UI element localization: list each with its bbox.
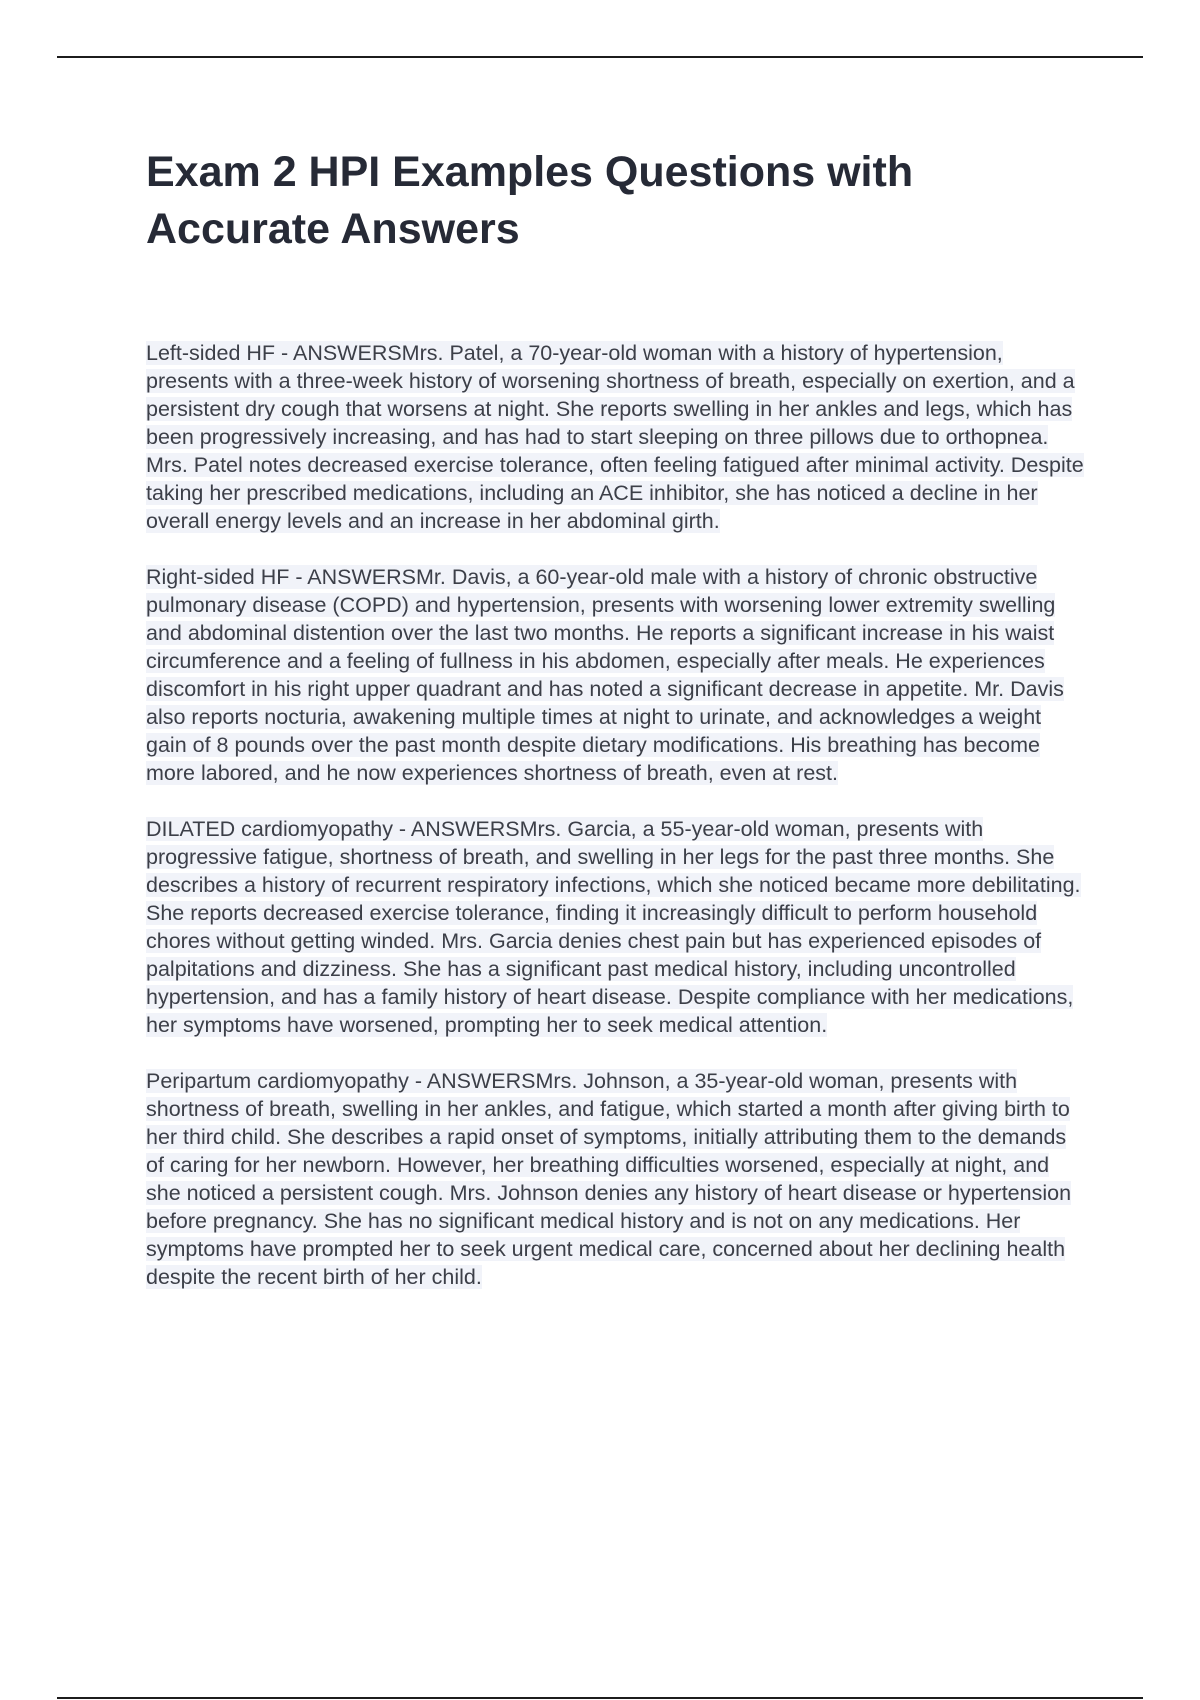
entry-peripartum-cardiomyopathy <box>146 1067 1086 1291</box>
entry-text: Left-sided HF - ANSWERSMrs. Patel, a 70-year-old woman with a history of hypertension, presents with a three-week history of worsening shortness of breath, especially on exertion, and a persistent dry cough that worsens at night. She reports swelling in her ankles and legs, which has been progressively increasing, and has had to start sleeping on three pillows due to orthopnea. Mrs. Patel notes decreased exercise tolerance, often feeling fatigued after minimal activity. Despite taking her prescribed medications, including an ACE inhibitor, she has noticed a decline in her overall energy levels and an increase in her abdominal girth. <box>146 341 1084 533</box>
footer-divider <box>57 1697 1143 1699</box>
answer-entries <box>146 339 1086 1319</box>
entry-text: DILATED cardiomyopathy - ANSWERSMrs. Garcia, a 55-year-old woman, presents with progressive fatigue, shortness of breath, and swelling in her legs for the past three months. She describes a history of recurrent respiratory infections, which she noticed became more debilitating. She reports decreased exercise tolerance, finding it increasingly difficult to perform household chores without getting winded. Mrs. Garcia denies chest pain but has experienced episodes of palpitations and dizziness. She has a significant past medical history, including uncontrolled hypertension, and has a family history of heart disease. Despite compliance with her medications, her symptoms have worsened, prompting her to seek medical attention. <box>146 817 1081 1037</box>
entry-left-sided-hf <box>146 339 1086 535</box>
document-title: Exam 2 HPI Examples Questions with Accurate Answers <box>146 148 914 253</box>
entry-dilated-cardiomyopathy <box>146 815 1086 1039</box>
entry-text: Peripartum cardiomyopathy - ANSWERSMrs. Johnson, a 35-year-old woman, presents with shortness of breath, swelling in her ankles, and fatigue, which started a month after giving birth to her third child. She describes a rapid onset of symptoms, initially attributing them to the demands of caring for her newborn. However, her breathing difficulties worsened, especially at night, and she noticed a persistent cough. Mrs. Johnson denies any history of heart disease or hypertension before pregnancy. She has no significant medical history and is not on any medications. Her symptoms have prompted her to seek urgent medical care, concerned about her declining health despite the recent birth of her child. <box>146 1069 1072 1289</box>
entry-text: Right-sided HF - ANSWERSMr. Davis, a 60-year-old male with a history of chronic obstructive pulmonary disease (COPD) and hypertension, presents with worsening lower extremity swelling and abdominal distention over the last two months. He reports a significant increase in his waist circumference and a feeling of fullness in his abdomen, especially after meals. He experiences discomfort in his right upper quadrant and has noted a significant decrease in appetite. Mr. Davis also reports nocturia, awakening multiple times at night to urinate, and acknowledges a weight gain of 8 pounds over the past month despite dietary modifications. His breathing has become more labored, and he now experiences shortness of breath, even at rest. <box>146 565 1064 785</box>
header-divider <box>57 56 1143 58</box>
entry-right-sided-hf <box>146 563 1086 787</box>
